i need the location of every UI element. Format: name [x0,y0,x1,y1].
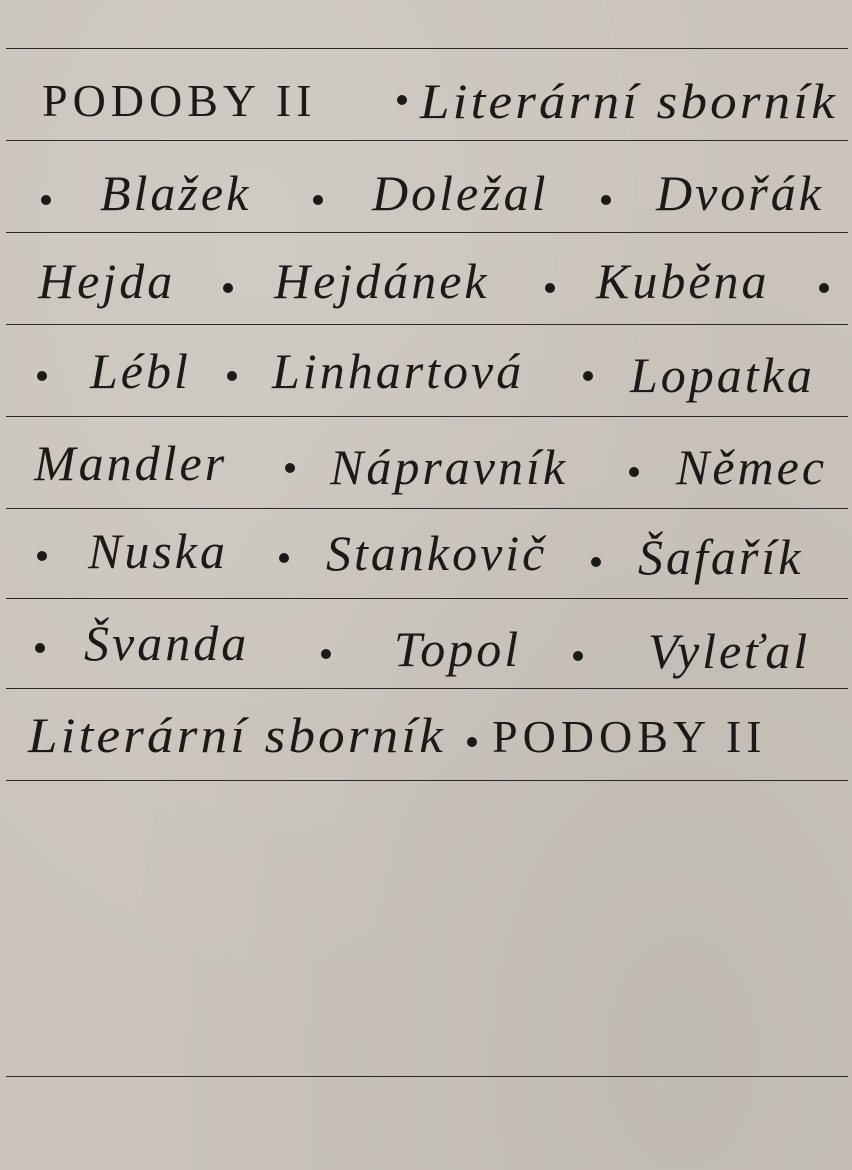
authors-row [0,510,852,600]
author-name: Nuska [88,523,228,579]
authors-row [0,234,852,324]
bullet-separator [583,371,593,381]
author-name: Němec [676,439,828,495]
bullet-separator [37,371,47,381]
bullet-separator [819,283,829,293]
author-name: Šafařík [638,529,804,585]
rule-line [6,780,848,781]
rule-line [6,48,848,49]
rule-line [6,324,848,325]
header-title: PODOBY II [42,75,317,126]
author-name: Blažek [100,165,252,221]
author-name: Hejda [38,253,176,309]
author-name: Mandler [34,435,228,491]
bullet-separator [285,463,295,473]
bullet-separator [601,195,611,205]
bullet-separator [545,283,555,293]
bullet-separator [321,649,331,659]
rule-line [6,140,848,141]
author-name: Topol [394,621,522,677]
author-name: Vyleťal [648,623,811,679]
bullet-separator [35,643,45,653]
header-line [0,50,852,140]
authors-row [0,418,852,508]
footer-subtitle: Literární sborník [26,707,447,763]
author-name: Lopatka [630,347,815,403]
author-name: Stankovič [326,525,548,581]
bullet-separator [629,467,639,477]
authors-row [0,142,852,232]
bullet-separator [279,553,289,563]
author-name: Švanda [84,615,250,671]
bullet-separator [37,551,47,561]
author-name: Kuběna [596,253,770,309]
footer-line [0,690,852,780]
author-name: Hejdánek [274,253,490,309]
rule-line [6,232,848,233]
rule-line [6,1076,848,1077]
author-name: Lébl [90,343,191,399]
header-row [0,50,852,140]
rule-line [6,508,848,509]
footer-title: PODOBY II [492,711,767,762]
bullet-separator [41,195,51,205]
bullet-separator [227,371,237,381]
header-subtitle: Literární sborník [418,73,838,129]
bullet-separator [397,95,407,105]
bullet-separator [467,737,477,747]
bullet-separator [573,651,583,661]
author-name: Linhartová [272,343,525,399]
authors-row [0,326,852,416]
bullet-separator [223,283,233,293]
bullet-separator [313,195,323,205]
authors-row [0,600,852,690]
author-name: Nápravník [330,439,569,495]
footer-row [0,690,852,780]
author-name: Doležal [372,165,549,221]
bullet-separator [591,557,601,567]
rule-line [6,416,848,417]
author-name: Dvořák [656,165,824,221]
